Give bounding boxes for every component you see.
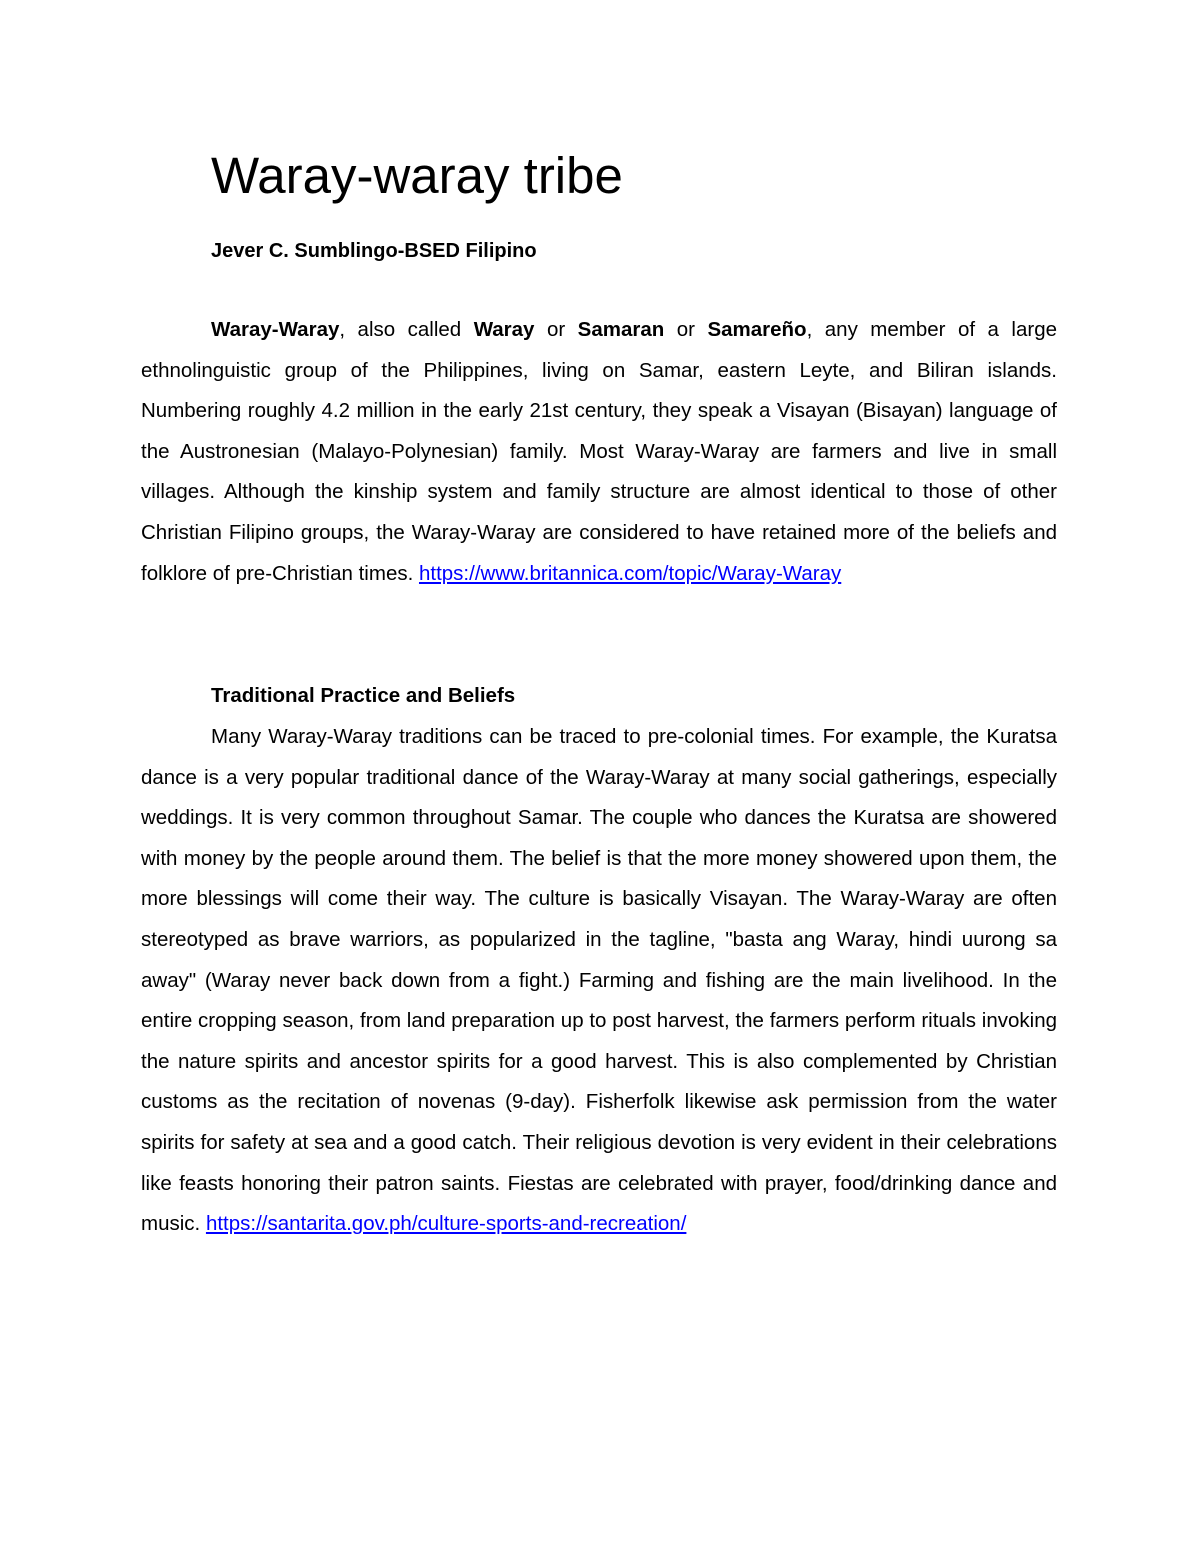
santarita-link[interactable]: https://santarita.gov.ph/culture-sports-and-recreation/ [205, 1212, 687, 1236]
document-title: Waray-waray tribe [211, 147, 623, 204]
term-waray: Waray [473, 318, 535, 341]
term-samareno: Samareño [707, 318, 807, 341]
intro-text-1: , also called [339, 318, 474, 341]
intro-text-4: , any member of a large ethnolinguistic group of the Philippines, living on Samar, eastern Leyte, and Biliran islands. Numbering roughly 4.2 million in the early 21st century, they speak a Visayan (Bisayan) language of the Austronesian (Malayo-Polynesian) family. Most Waray-Waray are farmers and live in small villages. Although the kinship system and family structure are almost identical to those of other Christian Filipino groups, the Waray-Waray are considered to have retained more of the beliefs and folklore of pre-Christian times. [141, 318, 1057, 585]
term-samaran: Samaran [577, 318, 665, 341]
traditions-text: Many Waray-Waray traditions can be traced to pre-colonial times. For example, the Kuratsa dance is a very popular traditional dance of the Waray-Waray at many social gatherings, especially weddings. It is very common throughout Samar. The couple who dances the Kuratsa are showered with money by the people around them. The belief is that the more money showered upon them, the more blessings will come their way. The culture is basically Visayan. The Waray-Waray are often stereotyped as brave warriors, as popularized in the tagline, "basta ang Waray, hindi uurong sa away" (Waray never back down from a fight.) Farming and fishing are the main livelihood. In the entire cropping season, from land preparation up to post harvest, the farmers perform rituals invoking the nature spirits and ancestor spirits for a good harvest. This is also complemented by Christian customs as the recitation of novenas (9-day). Fisherfolk likewise ask permission from the water spirits for safety at sea and a good catch. Their religious devotion is very evident in their celebrations like feasts honoring their patron saints. Fiestas are celebrated with prayer, food/drinking dance and music. [141, 725, 1057, 1236]
intro-text-2: or [534, 318, 578, 341]
section-heading: Traditional Practice and Beliefs [211, 684, 516, 707]
author-line: Jever C. Sumblingo-BSED Filipino [211, 240, 537, 262]
intro-paragraph [141, 310, 1057, 594]
term-waray-waray: Waray-Waray [211, 318, 340, 341]
intro-text-3: or [664, 318, 708, 341]
traditions-paragraph [141, 717, 1057, 1245]
britannica-link[interactable]: https://www.britannica.com/topic/Waray-Waray [418, 561, 842, 585]
